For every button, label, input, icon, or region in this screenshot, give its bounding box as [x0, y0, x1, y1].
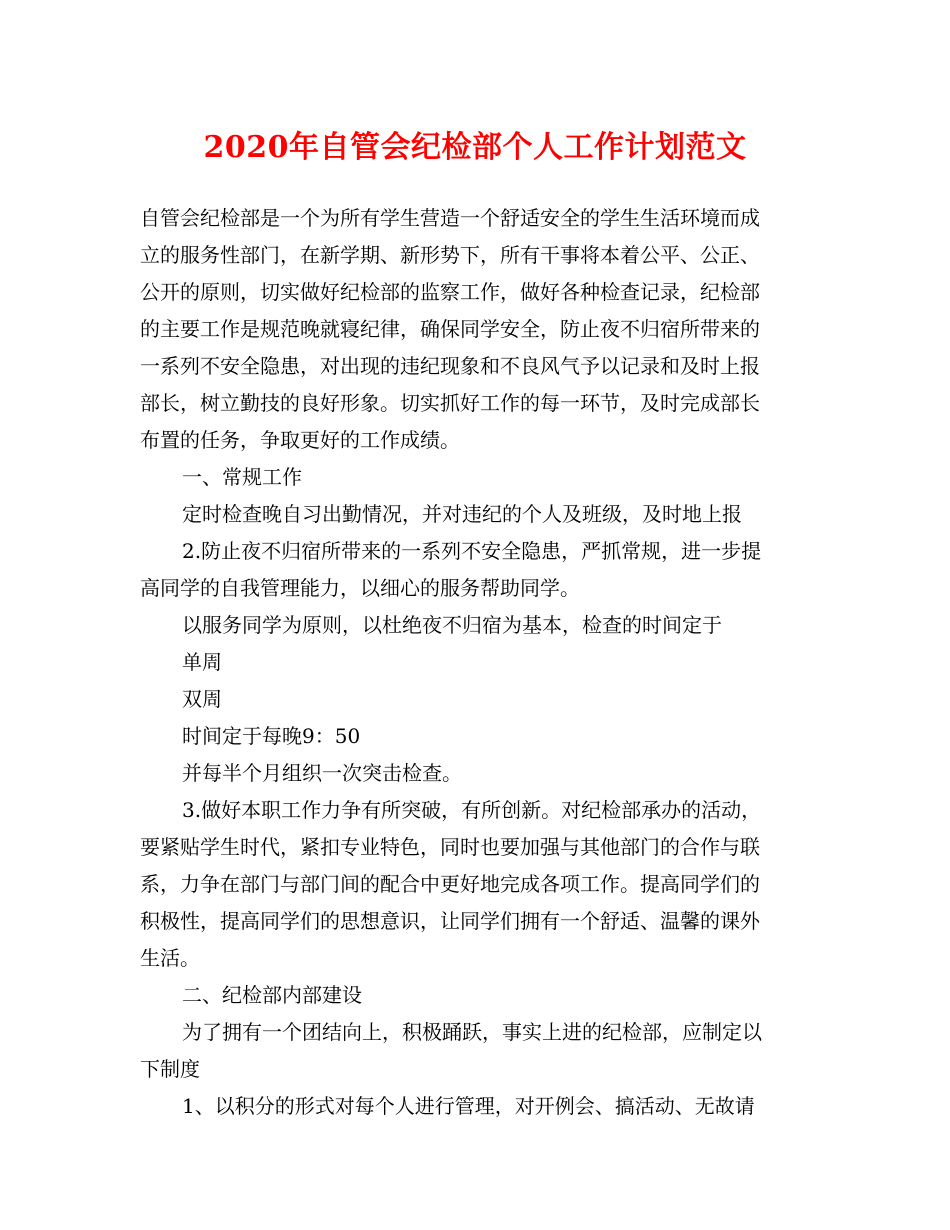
- body-text-line: 二、纪检部内部建设: [182, 983, 362, 1007]
- body-text-line: 积极性，提高同学们的思想意识，让同学们拥有一个舒适、温馨的课外: [140, 909, 760, 933]
- body-text-line: 以服务同学为原则，以杜绝夜不归宿为基本，检查的时间定于: [182, 613, 722, 637]
- body-text-line: 系，力争在部门与部门间的配合中更好地完成各项工作。提高同学们的: [140, 872, 760, 896]
- body-text-line: 的主要工作是规范晚就寝纪律，确保同学安全，防止夜不归宿所带来的: [140, 317, 760, 341]
- body-text-line: 双周: [182, 687, 222, 711]
- body-text-line: 生活。: [140, 946, 200, 970]
- body-text-line: 布置的任务，争取更好的工作成绩。: [140, 428, 460, 452]
- body-text-line: 3.做好本职工作力争有所突破，有所创新。对纪检部承办的活动，: [182, 798, 762, 822]
- document-title: 2020年自管会纪检部个人工作计划范文: [203, 130, 747, 165]
- body-text-line: 高同学的自我管理能力，以细心的服务帮助同学。: [140, 576, 580, 600]
- body-text-line: 2.防止夜不归宿所带来的一系列不安全隐患，严抓常规，进一步提: [182, 539, 762, 563]
- body-text-line: 并每半个月组织一次突击检查。: [182, 761, 462, 785]
- body-text-line: 立的服务性部门，在新学期、新形势下，所有干事将本着公平、公正、: [140, 243, 760, 267]
- body-text-line: 单周: [182, 650, 222, 674]
- body-text-line: 要紧贴学生时代，紧扣专业特色，同时也要加强与其他部门的合作与联: [140, 835, 760, 859]
- body-text-line: 1、以积分的形式对每个人进行管理，对开例会、搞活动、无故请: [182, 1094, 755, 1118]
- body-text-line: 下制度: [140, 1057, 200, 1081]
- body-text-line: 一系列不安全隐患，对出现的违纪现象和不良风气予以记录和及时上报: [140, 354, 760, 378]
- body-text-line: 一、常规工作: [182, 465, 302, 489]
- body-text-line: 定时检查晚自习出勤情况，并对违纪的个人及班级，及时地上报: [182, 502, 742, 526]
- body-text-line: 部长，树立勤技的良好形象。切实抓好工作的每一环节，及时完成部长: [140, 391, 760, 415]
- body-text-line: 时间定于每晚9：50: [182, 724, 361, 748]
- body-text-line: 为了拥有一个团结向上，积极踊跃，事实上进的纪检部，应制定以: [182, 1020, 762, 1044]
- document-body: [140, 200, 820, 1125]
- body-text-line: 自管会纪检部是一个为所有学生营造一个舒适安全的学生生活环境而成: [140, 206, 760, 230]
- body-text-line: 公开的原则，切实做好纪检部的监察工作，做好各种检查记录，纪检部: [140, 280, 760, 304]
